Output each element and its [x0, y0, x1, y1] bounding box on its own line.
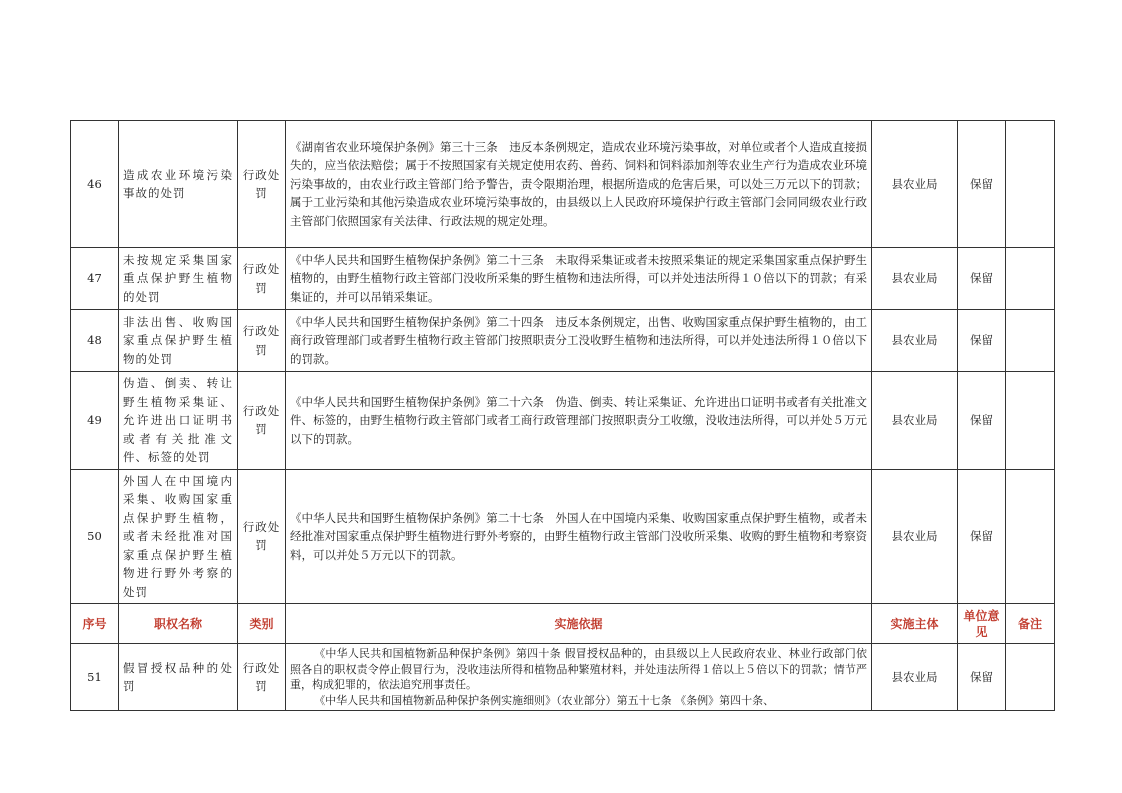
legal-basis: 《中华人民共和国野生植物保护条例》第二十四条 违反本条例规定，出售、收购国家重点保护野生植物的，由工商行政管理部门或者野生植物行政主管部门按照职责分工没收野生植物和违法所得，可以并处违法所得１０倍以下的罚款。	[286, 310, 872, 372]
implementing-body: 县农业局	[872, 372, 958, 470]
legal-basis-paragraph-2: 《中华人民共和国植物新品种保护条例实施细则》（农业部分）第五十七条 《条例》第四十条、	[314, 693, 775, 707]
header-name: 职权名称	[119, 604, 238, 644]
unit-opinion: 保留	[958, 310, 1006, 372]
category: 行政处罚	[238, 644, 286, 711]
row-number: 47	[71, 248, 119, 310]
row-number: 51	[71, 644, 119, 711]
remark	[1006, 372, 1055, 470]
table-row	[71, 644, 1055, 711]
implementing-body: 县农业局	[872, 248, 958, 310]
remark	[1006, 644, 1055, 711]
category: 行政处罚	[238, 469, 286, 604]
unit-opinion: 保留	[958, 121, 1006, 248]
rights-table	[70, 120, 1055, 711]
table-row	[71, 372, 1055, 470]
row-number: 48	[71, 310, 119, 372]
unit-opinion: 保留	[958, 372, 1006, 470]
power-name: 外国人在中国境内采集、收购国家重点保护野生植物，或者未经批准对国家重点保护野生植物进行野外考察的处罚	[119, 469, 238, 604]
legal-basis: 《中华人民共和国野生植物保护条例》第二十三条 未取得采集证或者未按照采集证的规定采集国家重点保护野生植物的，由野生植物行政主管部门没收所采集的野生植物和违法所得，可以并处违法所得１０倍以下的罚款；有采集证的，并可以吊销采集证。	[286, 248, 872, 310]
category: 行政处罚	[238, 372, 286, 470]
legal-basis	[286, 644, 872, 711]
implementing-body: 县农业局	[872, 121, 958, 248]
header-no: 序号	[71, 604, 119, 644]
legal-basis: 《中华人民共和国野生植物保护条例》第二十六条 伪造、倒卖、转让采集证、允许进出口证明书或者有关批准文件、标签的，由野生植物行政主管部门或者工商行政管理部门按照职责分工收缴，没收违法所得，可以并处５万元以下的罚款。	[286, 372, 872, 470]
header-basis: 实施依据	[286, 604, 872, 644]
legal-basis: 《中华人民共和国野生植物保护条例》第二十七条 外国人在中国境内采集、收购国家重点保护野生植物，或者未经批准对国家重点保护野生植物进行野外考察的，由野生植物行政主管部门没收所采集、收购的野生植物和考察资料，可以并处５万元以下的罚款。	[286, 469, 872, 604]
legal-basis: 《湖南省农业环境保护条例》第三十三条 违反本条例规定，造成农业环境污染事故，对单位或者个人造成直接损失的，应当依法赔偿；属于不按照国家有关规定使用农药、兽药、饲料和饲料添加剂等农业生产行为造成农业环境污染事故的，由农业行政主管部门给予警告，责令限期治理，根据所造成的危害后果，可以处三万元以下的罚款；属于工业污染和其他污染造成农业环境污染事故的，由县级以上人民政府环境保护行政主管部门会同同级农业行政主管部门依照国家有关法律、行政法规的规定处理。	[286, 121, 872, 248]
power-name: 未按规定采集国家重点保护野生植物的处罚	[119, 248, 238, 310]
remark	[1006, 469, 1055, 604]
unit-opinion: 保留	[958, 248, 1006, 310]
power-name: 非法出售、收购国家重点保护野生植物的处罚	[119, 310, 238, 372]
table-row	[71, 469, 1055, 604]
power-name: 造成农业环境污染事故的处罚	[119, 121, 238, 248]
row-number: 49	[71, 372, 119, 470]
row-number: 46	[71, 121, 119, 248]
remark	[1006, 248, 1055, 310]
implementing-body: 县农业局	[872, 469, 958, 604]
table-row	[71, 121, 1055, 248]
unit-opinion: 保留	[958, 644, 1006, 711]
category: 行政处罚	[238, 310, 286, 372]
legal-basis-paragraph-1: 《中华人民共和国植物新品种保护条例》第四十条 假冒授权品种的，由县级以上人民政府农业、林业行政部门依照各自的职权责令停止假冒行为，没收违法所得和植物品种繁殖材料，并处违法所得１倍以上５倍以下的罚款；情节严重，构成犯罪的，依法追究刑事责任。	[290, 647, 867, 691]
header-row	[71, 604, 1055, 644]
unit-opinion: 保留	[958, 469, 1006, 604]
table-row	[71, 248, 1055, 310]
power-name: 伪造、倒卖、转让野生植物采集证、允许进出口证明书或者有关批准文件、标签的处罚	[119, 372, 238, 470]
header-type: 类别	[238, 604, 286, 644]
table-row	[71, 310, 1055, 372]
row-number: 50	[71, 469, 119, 604]
header-remark: 备注	[1006, 604, 1055, 644]
category: 行政处罚	[238, 121, 286, 248]
category: 行政处罚	[238, 248, 286, 310]
implementing-body: 县农业局	[872, 644, 958, 711]
remark	[1006, 121, 1055, 248]
implementing-body: 县农业局	[872, 310, 958, 372]
header-opinion: 单位意见	[958, 604, 1006, 644]
power-name: 假冒授权品种的处罚	[119, 644, 238, 711]
remark	[1006, 310, 1055, 372]
header-dept: 实施主体	[872, 604, 958, 644]
